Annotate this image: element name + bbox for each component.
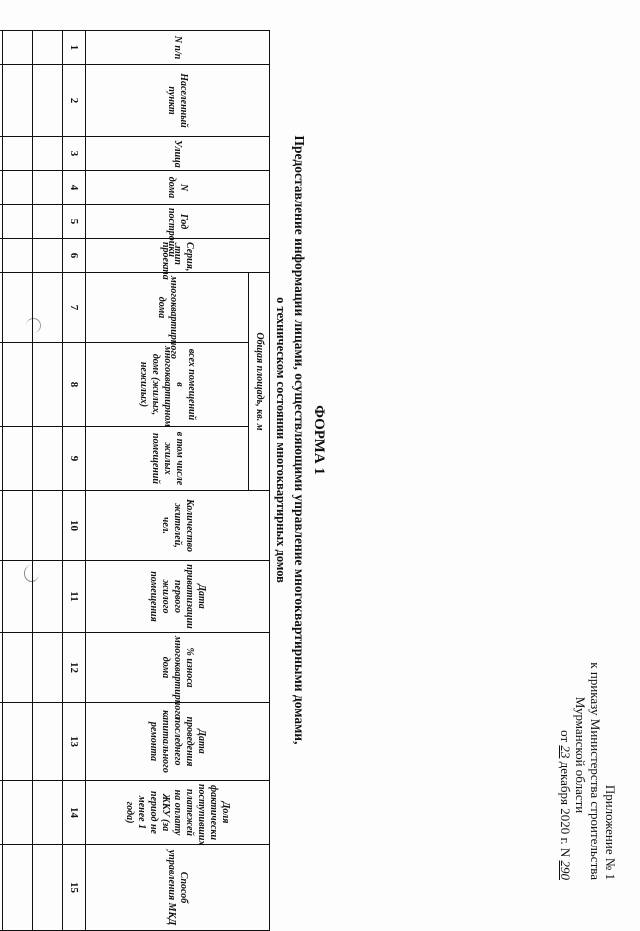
table-cell (0, 65, 3, 137)
table-cell (33, 781, 63, 845)
column-number: 2 (63, 65, 86, 137)
header-cell: Количество жителей, чел. (86, 491, 270, 561)
table-cell (0, 239, 3, 273)
header-cell: Населенный пункт (86, 65, 270, 137)
appendix-line-3: Мурманской области (573, 696, 588, 814)
table-row (33, 31, 63, 931)
column-number: 12 (63, 633, 86, 703)
table-cell (0, 205, 3, 239)
column-number: 8 (63, 343, 86, 427)
subtitle: о техническом состоянии многоквартирных домов (274, 297, 288, 583)
column-number: 10 (63, 491, 86, 561)
table-cell (3, 781, 33, 845)
table-cell (3, 171, 33, 205)
column-number: 6 (63, 239, 86, 273)
table-cell (3, 31, 33, 65)
header-cell: Улица (86, 137, 270, 171)
header-cell: N дома (86, 171, 270, 205)
table-cell (33, 703, 63, 781)
header-cell: Серия, тип проекта (86, 239, 270, 273)
column-number: 13 (63, 703, 86, 781)
table-cell (3, 343, 33, 427)
table-cell (3, 633, 33, 703)
table-cell (33, 31, 63, 65)
table-cell (0, 343, 3, 427)
table-cell (3, 65, 33, 137)
column-number: 14 (63, 781, 86, 845)
table-cell (3, 561, 33, 633)
column-number: 11 (63, 561, 86, 633)
date-prefix: от (558, 730, 573, 743)
table-cell (33, 273, 63, 343)
header-cell: Способ управления МКД (86, 845, 270, 931)
landscape-page (40, 0, 640, 926)
header-cell: N п/п (86, 31, 270, 65)
table-cell (33, 427, 63, 491)
table-cell (0, 781, 3, 845)
table-cell (33, 65, 63, 137)
table-cell (3, 273, 33, 343)
table-cell (0, 561, 3, 633)
header-cell: % износа многоквартирного дома (86, 633, 270, 703)
table-cell (3, 491, 33, 561)
column-number: 9 (63, 427, 86, 491)
appendix-note (558, 630, 618, 880)
table-cell (3, 427, 33, 491)
header-cell: в том числе жилых помещений (86, 427, 249, 491)
table-cell (3, 239, 33, 273)
table-cell (3, 137, 33, 171)
table-row (0, 31, 3, 931)
table-cell (33, 633, 63, 703)
table-cell (33, 171, 63, 205)
appendix-line-2: к приказу Министерства строительства (588, 662, 603, 880)
table-cell (33, 137, 63, 171)
header-cell: Дата проведения последнего капитального ремонта (86, 703, 270, 781)
table-cell (0, 427, 3, 491)
order-number: 290 (558, 860, 573, 880)
header-cell: Доля фактически поступивших платежей на оплату ЖКУ (за период не менее 1 года) (86, 781, 270, 845)
table-cell (0, 845, 3, 931)
header-group-area: Общая площадь, кв. м (249, 273, 270, 491)
date-rest: декабря 2020 г. N (558, 761, 573, 858)
table-cell (33, 491, 63, 561)
header-row (249, 31, 270, 931)
table-cell (33, 845, 63, 931)
column-number: 1 (63, 31, 86, 65)
appendix-date-line (558, 730, 573, 880)
table-cell (3, 703, 33, 781)
header-cell: всех помещений в многоквартирном доме (жилых, нежилых) (86, 343, 249, 427)
main-title: Предоставление информации лицами, осуществляющими управление многоквартирными домами, (292, 135, 307, 745)
column-number-row (63, 31, 86, 931)
table-cell (33, 239, 63, 273)
column-number: 3 (63, 137, 86, 171)
header-cell: Дата приватизации первого жилого помещения (86, 561, 270, 633)
table-cell (0, 491, 3, 561)
table-cell (0, 31, 3, 65)
table-cell (0, 703, 3, 781)
column-number: 7 (63, 273, 86, 343)
table-cell (3, 205, 33, 239)
data-table (0, 30, 270, 931)
table-cell (3, 845, 33, 931)
column-number: 15 (63, 845, 86, 931)
header-cell: Год постройки (86, 205, 270, 239)
table-cell (33, 561, 63, 633)
column-number: 5 (63, 205, 86, 239)
date-day: 23 (558, 745, 573, 759)
table-cell (33, 205, 63, 239)
table-cell (0, 273, 3, 343)
table-cell (0, 171, 3, 205)
appendix-line-1: Приложение № 1 (603, 784, 618, 880)
table-row (3, 31, 33, 931)
table-cell (0, 137, 3, 171)
form-title: ФОРМА 1 (311, 405, 327, 475)
table-cell (33, 343, 63, 427)
column-number: 4 (63, 171, 86, 205)
table-cell (0, 633, 3, 703)
header-cell: многоквартирного дома (86, 273, 249, 343)
